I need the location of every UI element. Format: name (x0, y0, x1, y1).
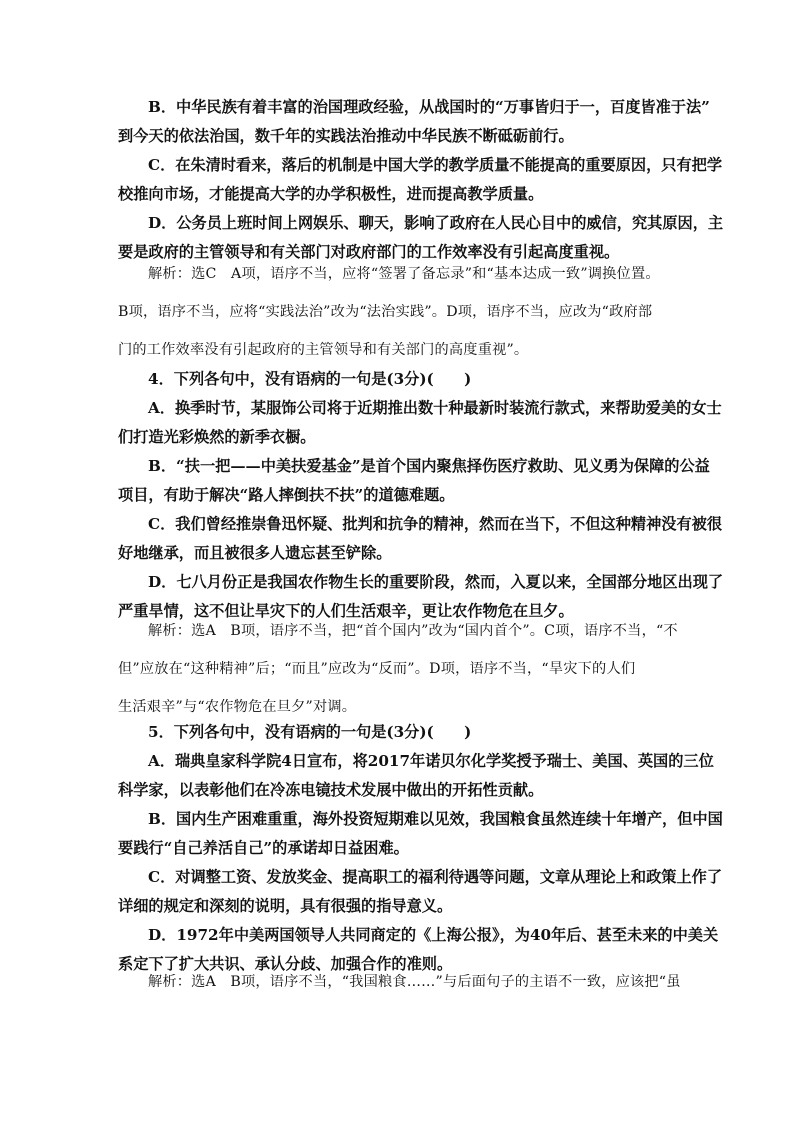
q3-option-c-line1: C．在朱清时看来，落后的机制是中国大学的教学质量不能提高的重要原因，只有把学 (148, 156, 723, 174)
q4-option-a-line1: A．换季时节，某服饰公司将于近期推出数十种最新时装流行款式，来帮助爱美的女士 (148, 399, 722, 417)
q5-stem: 5．下列各句中，没有语病的一句是(3分)( ) (148, 723, 472, 741)
q5-option-a-line1: A．瑞典皇家科学院4日宣布，将2017年诺贝尔化学奖授予瑞士、美国、英国的三位 (148, 752, 714, 770)
q4-option-b-line1: B．“扶一把——中美扶爱基金”是首个国内聚焦择伤医疗救助、见义勇为保障的公益 (148, 457, 710, 475)
q3-explanation-line3: 门的工作效率没有引起政府的主管领导和有关部门的高度重视”。 (118, 342, 529, 358)
q3-option-b-line1: B．中华民族有着丰富的治国理政经验，从战国时的“万事皆归于一，百度皆准于法” (148, 98, 710, 116)
q3-option-d-line2: 要是政府的主管领导和有关部门对政府部门的工作效率没有引起高度重视。 (118, 243, 620, 261)
q3-explanation-line1: 解析：选C A项，语序不当，应将“签署了备忘录”和“基本达成一致”调换位置。 (148, 266, 660, 282)
q5-explanation-line1: 解析：选A B项，语序不当，“我国粮食……”与后面句子的主语不一致，应该把“虽 (148, 974, 681, 990)
q4-stem: 4．下列各句中，没有语病的一句是(3分)( ) (148, 370, 472, 388)
q4-option-c-line1: C．我们曾经推崇鲁迅怀疑、批判和抗争的精神，然而在当下，不但这种精神没有被很 (148, 515, 723, 533)
q4-option-b-line2: 项目，有助于解决“路人摔倒扶不扶”的道德难题。 (118, 486, 455, 504)
q3-options (118, 93, 724, 267)
q5-option-c-line2: 详细的规定和深刻的说明，具有很强的指导意义。 (118, 897, 453, 915)
q5-option-d-line1: D．1972年中美两国领导人共同商定的《上海公报》，为40年后、甚至未来的中美关 (148, 926, 719, 944)
q3-explanation-line2: B项，语序不当，应将“实践法治”改为“法治实践”。D项，语序不当，应改为“政府部 (118, 304, 653, 320)
q4-option-d-line2: 严重旱情，这不但让旱灾下的人们生活艰辛，更让农作物危在旦夕。 (118, 602, 574, 620)
q5-explanation (118, 963, 681, 1001)
q3-option-b-line2: 到今天的依法治国，数千年的实践法治推动中华民族不断砥砺前行。 (118, 127, 574, 145)
q5-option-b-line2: 要践行“自己养活自己”的承诺却日益困难。 (118, 839, 409, 857)
q5-option-b-line1: B．国内生产困难重重，海外投资短期难以见效，我国粮食虽然连续十年增产，但中国 (148, 810, 723, 828)
q4-block (118, 365, 724, 626)
q3-option-d-line1: D．公务员上班时间上网娱乐、聊天，影响了政府在人民心目中的威信，究其原因，主 (148, 214, 724, 232)
q4-explanation-line1: 解析：选A B项，语序不当，把“首个国内”改为“国内首个”。C项，语序不当，“不 (148, 623, 678, 639)
q5-option-c-line1: C．对调整工资、发放奖金、提高职工的福利待遇等问题，文章从理论上和政策上作了 (148, 868, 723, 886)
q4-option-a-line2: 们打造光彩焕然的新季衣橱。 (118, 428, 316, 446)
q4-explanation-line3: 生活艰辛”与“农作物危在旦夕”对调。 (118, 699, 357, 715)
q4-explanation (118, 612, 678, 726)
q5-option-d-line2: 系定下了扩大共识、承认分歧、加强合作的准则。 (118, 955, 453, 973)
q3-option-c-line2: 校推向市场，才能提高大学的办学积极性，进而提高教学质量。 (118, 185, 544, 203)
q4-option-c-line2: 好地继承，而且被很多人遗忘甚至铲除。 (118, 544, 392, 562)
q3-explanation (118, 255, 674, 369)
q4-explanation-line2: 但”应放在“这种精神”后；“而且”应改为“反而”。D项，语序不当，“旱灾下的人们 (118, 661, 636, 677)
q5-block (118, 718, 723, 979)
q5-option-a-line2: 科学家，以表彰他们在冷冻电镜技术发展中做出的开拓性贡献。 (118, 781, 544, 799)
q4-option-d-line1: D．七八月份正是我国农作物生长的重要阶段，然而，入夏以来，全国部分地区出现了 (148, 573, 724, 591)
